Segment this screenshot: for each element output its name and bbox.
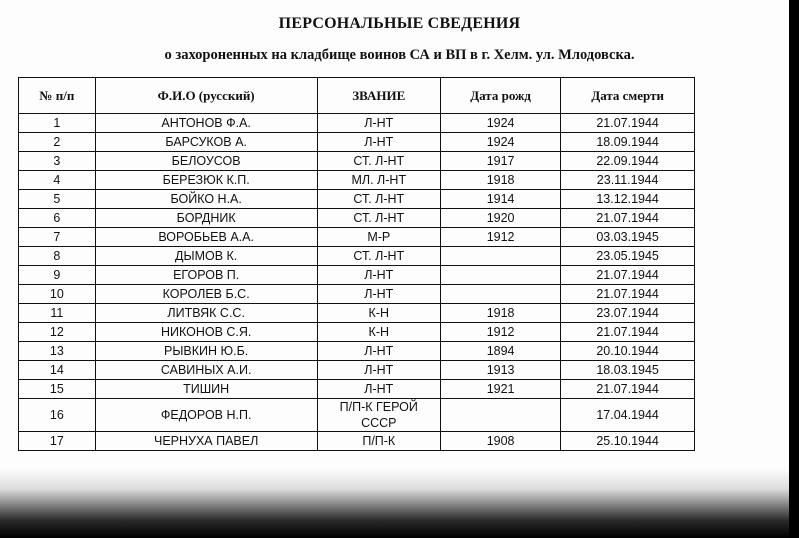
- cell-rank: М-Р: [317, 228, 440, 247]
- cell-rank: Л-НТ: [317, 114, 440, 133]
- cell-rank: Л-НТ: [317, 380, 440, 399]
- cell-birth: [440, 247, 560, 266]
- cell-rank-line1: П/П-К ГЕРОЙ: [339, 400, 418, 414]
- cell-number: 5: [19, 190, 96, 209]
- cell-number: 8: [19, 247, 96, 266]
- cell-number: 4: [19, 171, 96, 190]
- cell-rank: Л-НТ: [317, 342, 440, 361]
- cell-birth: 1924: [440, 114, 560, 133]
- cell-name: САВИНЫХ А.И.: [95, 361, 317, 380]
- cell-birth: 1918: [440, 304, 560, 323]
- col-header-number: № п/п: [19, 78, 96, 114]
- scan-bottom-shadow: [0, 468, 799, 538]
- cell-rank-line2: СССР: [361, 416, 397, 430]
- table-row: [19, 152, 695, 171]
- cell-number: 7: [19, 228, 96, 247]
- cell-rank: П/П-К: [317, 432, 440, 451]
- cell-name: НИКОНОВ С.Я.: [95, 323, 317, 342]
- table-row: [19, 323, 695, 342]
- cell-name: БАРСУКОВ А.: [95, 133, 317, 152]
- cell-birth: [440, 399, 560, 432]
- cell-death: 21.07.1944: [561, 266, 695, 285]
- table-row: [19, 171, 695, 190]
- table-row: [19, 266, 695, 285]
- cell-rank: К-Н: [317, 304, 440, 323]
- table-row: [19, 114, 695, 133]
- cell-number: 11: [19, 304, 96, 323]
- table-row: [19, 432, 695, 451]
- cell-rank: СТ. Л-НТ: [317, 152, 440, 171]
- cell-number: 9: [19, 266, 96, 285]
- cell-death: 18.09.1944: [561, 133, 695, 152]
- cell-name: АНТОНОВ Ф.А.: [95, 114, 317, 133]
- cell-birth: 1894: [440, 342, 560, 361]
- cell-rank: Л-НТ: [317, 266, 440, 285]
- burial-table: [18, 77, 695, 451]
- cell-rank: [317, 399, 440, 432]
- col-header-death: Дата смерти: [561, 78, 695, 114]
- cell-death: 21.07.1944: [561, 285, 695, 304]
- cell-name: ЕГОРОВ П.: [95, 266, 317, 285]
- cell-name: ТИШИН: [95, 380, 317, 399]
- col-header-name: Ф.И.О (русский): [95, 78, 317, 114]
- cell-number: 16: [19, 399, 96, 432]
- cell-birth: 1912: [440, 323, 560, 342]
- table-row: [19, 285, 695, 304]
- table-row: [19, 247, 695, 266]
- table-row: [19, 380, 695, 399]
- cell-name: РЫВКИН Ю.Б.: [95, 342, 317, 361]
- table-row: [19, 304, 695, 323]
- cell-birth: 1912: [440, 228, 560, 247]
- cell-number: 12: [19, 323, 96, 342]
- cell-death: 21.07.1944: [561, 114, 695, 133]
- cell-birth: 1914: [440, 190, 560, 209]
- cell-death: 23.07.1944: [561, 304, 695, 323]
- cell-name: ВОРОБЬЕВ А.А.: [95, 228, 317, 247]
- cell-number: 2: [19, 133, 96, 152]
- cell-birth: [440, 266, 560, 285]
- table-row: [19, 399, 695, 432]
- cell-name: БЕРЕЗЮК К.П.: [95, 171, 317, 190]
- cell-birth: 1920: [440, 209, 560, 228]
- cell-name: ЧЕРНУХА ПАВЕЛ: [95, 432, 317, 451]
- cell-birth: 1913: [440, 361, 560, 380]
- col-header-rank: ЗВАНИЕ: [317, 78, 440, 114]
- cell-name: ДЫМОВ К.: [95, 247, 317, 266]
- cell-birth: 1918: [440, 171, 560, 190]
- cell-number: 15: [19, 380, 96, 399]
- cell-birth: 1917: [440, 152, 560, 171]
- cell-death: 23.05.1945: [561, 247, 695, 266]
- cell-rank: СТ. Л-НТ: [317, 247, 440, 266]
- cell-birth: 1921: [440, 380, 560, 399]
- cell-number: 10: [19, 285, 96, 304]
- cell-number: 13: [19, 342, 96, 361]
- cell-name: БОЙКО Н.А.: [95, 190, 317, 209]
- cell-number: 14: [19, 361, 96, 380]
- table-header-row: [19, 78, 695, 114]
- cell-death: 17.04.1944: [561, 399, 695, 432]
- cell-death: 13.12.1944: [561, 190, 695, 209]
- cell-number: 6: [19, 209, 96, 228]
- page-title: ПЕРСОНАЛЬНЫЕ СВЕДЕНИЯ: [278, 15, 521, 32]
- table-row: [19, 133, 695, 152]
- cell-name: ФЕДОРОВ Н.П.: [95, 399, 317, 432]
- table-row: [19, 209, 695, 228]
- table-row: [19, 342, 695, 361]
- cell-birth: 1908: [440, 432, 560, 451]
- cell-rank: СТ. Л-НТ: [317, 190, 440, 209]
- cell-rank: К-Н: [317, 323, 440, 342]
- page-subtitle: о захороненных на кладбище воинов СА и ВП в г. Хелм. ул. Млодовска.: [164, 47, 635, 63]
- cell-birth: [440, 285, 560, 304]
- cell-death: 03.03.1945: [561, 228, 695, 247]
- cell-death: 23.11.1944: [561, 171, 695, 190]
- cell-number: 17: [19, 432, 96, 451]
- cell-death: 18.03.1945: [561, 361, 695, 380]
- table-row: [19, 190, 695, 209]
- table-row: [19, 361, 695, 380]
- cell-death: 21.07.1944: [561, 323, 695, 342]
- cell-rank: МЛ. Л-НТ: [317, 171, 440, 190]
- cell-rank: СТ. Л-НТ: [317, 209, 440, 228]
- cell-death: 21.07.1944: [561, 209, 695, 228]
- table-row: [19, 228, 695, 247]
- cell-name: БЕЛОУСОВ: [95, 152, 317, 171]
- cell-rank: Л-НТ: [317, 361, 440, 380]
- cell-death: 21.07.1944: [561, 380, 695, 399]
- cell-name: КОРОЛЕВ Б.С.: [95, 285, 317, 304]
- cell-death: 22.09.1944: [561, 152, 695, 171]
- col-header-birth: Дата рожд: [440, 78, 560, 114]
- cell-name: ЛИТВЯК С.С.: [95, 304, 317, 323]
- scan-right-border: [789, 0, 799, 538]
- cell-number: 1: [19, 114, 96, 133]
- cell-rank: Л-НТ: [317, 133, 440, 152]
- cell-birth: 1924: [440, 133, 560, 152]
- cell-name: БОРДНИК: [95, 209, 317, 228]
- cell-rank: Л-НТ: [317, 285, 440, 304]
- cell-death: 25.10.1944: [561, 432, 695, 451]
- cell-number: 3: [19, 152, 96, 171]
- cell-death: 20.10.1944: [561, 342, 695, 361]
